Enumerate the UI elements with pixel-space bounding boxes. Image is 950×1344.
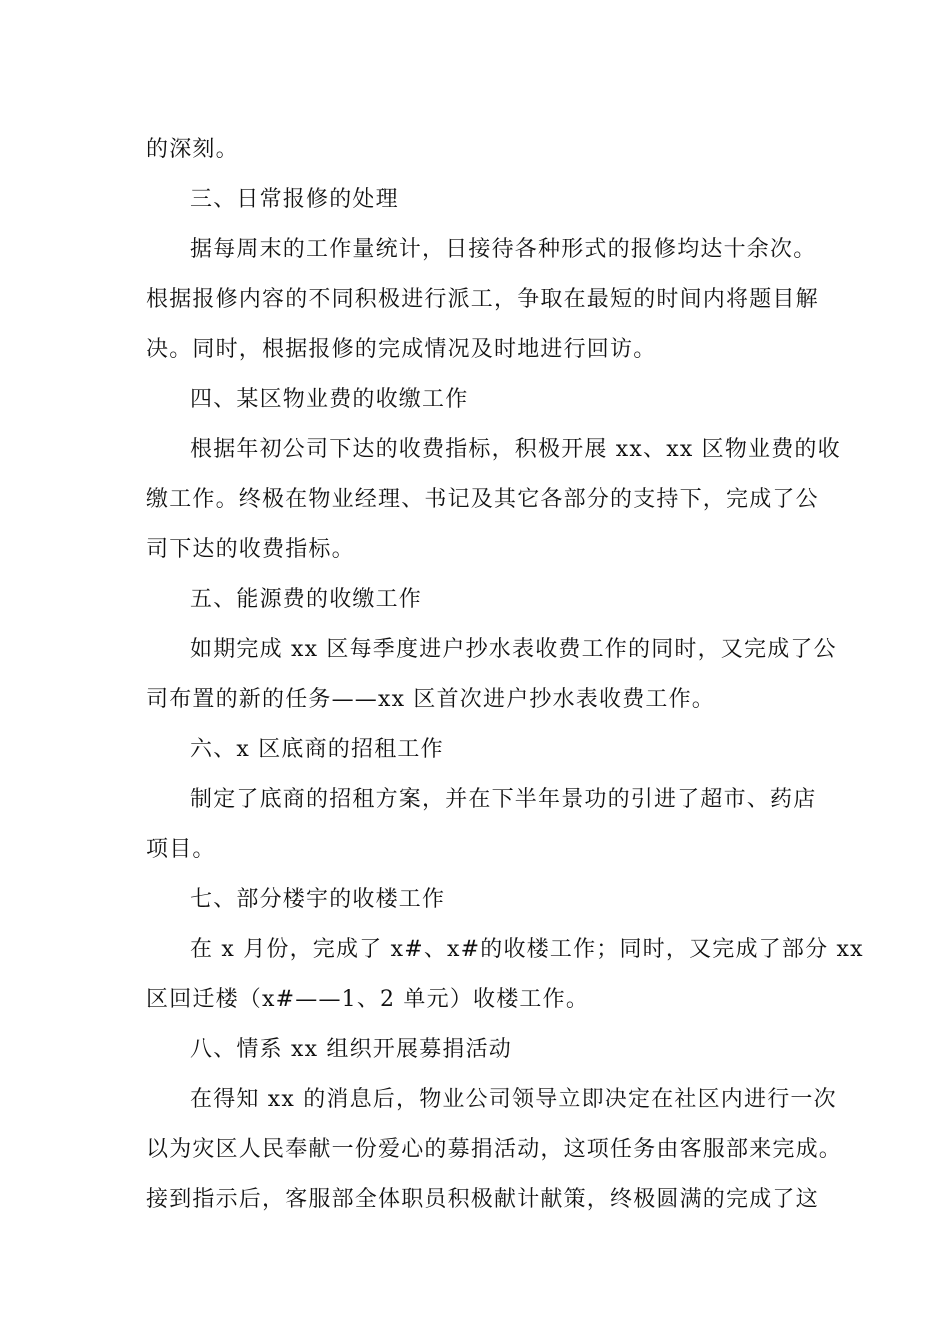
paragraph-line: 的深刻。 (146, 137, 239, 162)
paragraph-line: 司下达的收费指标。 (146, 537, 355, 562)
paragraph-line: 决。同时，根据报修的完成情况及时地进行回访。 (146, 337, 657, 362)
paragraph-line: 司布置的新的任务——xx 区首次进户抄水表收费工作。 (146, 687, 716, 712)
section-heading: 五、能源费的收缴工作 (190, 587, 423, 612)
paragraph-line: 在 x 月份，完成了 x#、x#的收楼工作；同时，又完成了部分 xx (190, 937, 864, 962)
paragraph-line: 项目。 (146, 837, 216, 862)
section-heading: 六、x 区底商的招租工作 (190, 737, 444, 762)
paragraph-line: 缴工作。终极在物业经理、书记及其它各部分的支持下，完成了公 (146, 487, 819, 512)
paragraph-line: 在得知 xx 的消息后，物业公司领导立即决定在社区内进行一次 (190, 1087, 837, 1112)
paragraph-line: 接到指示后，客服部全体职员积极献计献策，终极圆满的完成了这 (146, 1187, 819, 1212)
section-heading: 三、日常报修的处理 (190, 187, 399, 212)
paragraph-line: 根据报修内容的不同积极进行派工，争取在最短的时间内将题目解 (146, 287, 819, 312)
paragraph-line: 制定了底商的招租方案，并在下半年景功的引进了超市、药店 (190, 787, 817, 812)
paragraph-line: 以为灾区人民奉献一份爱心的募捐活动，这项任务由客服部来完成。 (146, 1137, 843, 1162)
paragraph-line: 根据年初公司下达的收费指标，积极开展 xx、xx 区物业费的收 (190, 437, 841, 462)
section-heading: 八、情系 xx 组织开展募捐活动 (190, 1037, 513, 1062)
paragraph-line: 据每周末的工作量统计，日接待各种形式的报修均达十余次。 (190, 237, 817, 262)
paragraph-line: 区回迁楼（x#——1、2 单元）收楼工作。 (146, 987, 590, 1012)
section-heading: 四、某区物业费的收缴工作 (190, 387, 469, 412)
section-heading: 七、部分楼宇的收楼工作 (190, 887, 446, 912)
paragraph-line: 如期完成 xx 区每季度进户抄水表收费工作的同时，又完成了公 (190, 637, 837, 662)
